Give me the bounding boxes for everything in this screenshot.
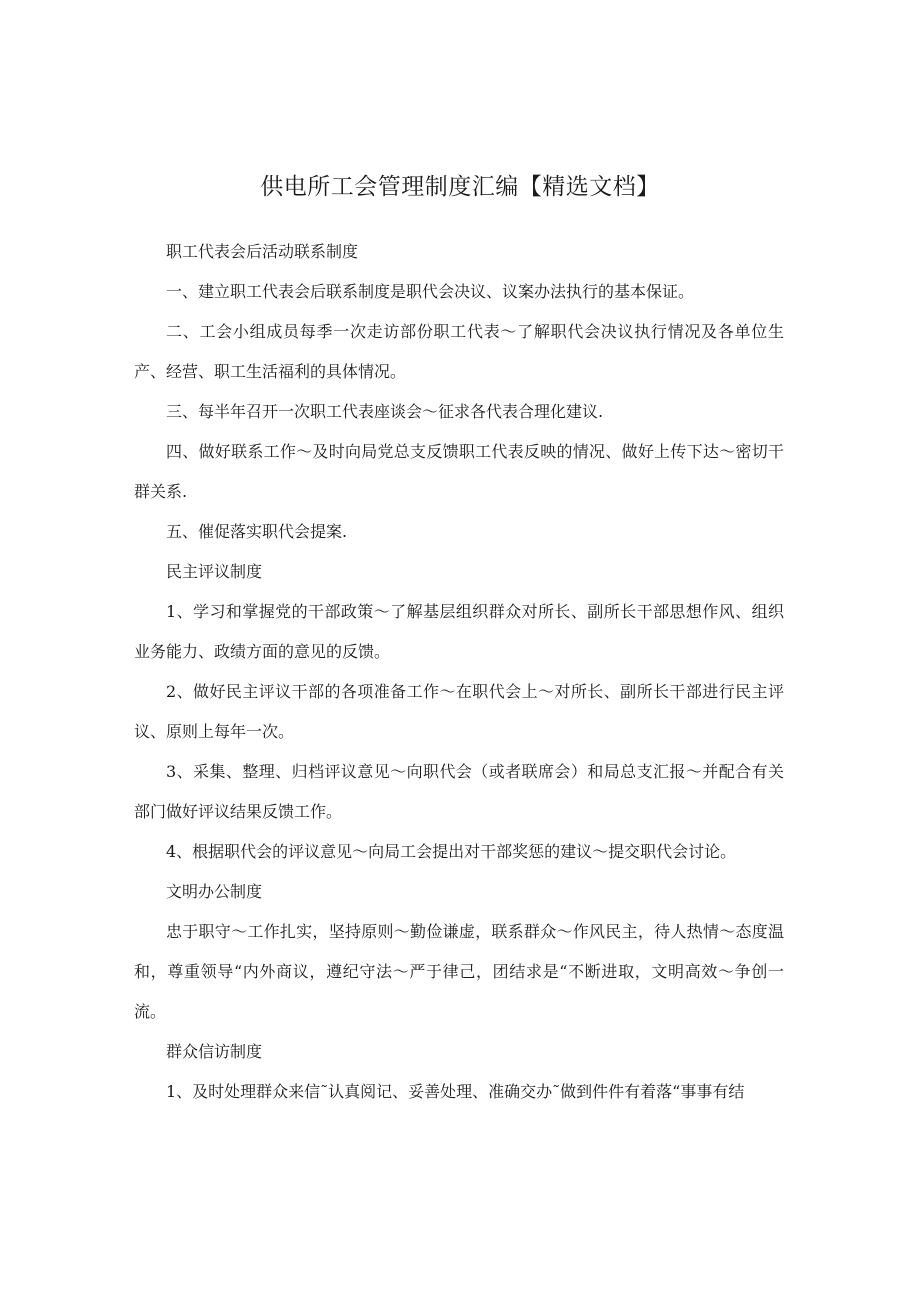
paragraph: 1、学习和掌握党的干部政策～了解基层组织群众对所长、副所长干部思想作风、组织业务能力、政绩方面的意见的反馈。	[134, 602, 784, 661]
paragraph: 二、工会小组成员每季一次走访部份职工代表～了解职代会决议执行情况及各单位生产、经营、职工生活福利的具体情况。	[134, 322, 784, 381]
document-body	[134, 232, 784, 1112]
section-heading: 职工代表会后活动联系制度	[166, 242, 359, 261]
section-heading: 群众信访制度	[166, 1042, 263, 1061]
paragraph: 1、及时处理群众来信˜认真阅记、妥善处理、准确交办˜做到件件有着落“事事有结	[166, 1082, 745, 1101]
paragraph: 4、根据职代会的评议意见～向局工会提出对干部奖惩的建议～提交职代会讨论。	[166, 842, 737, 861]
paragraph: 忠于职守～工作扎实，坚持原则～勤俭谦虚，联系群众～作风民主，待人热情～态度温和，尊重领导“内外商议，遵纪守法～严于律己，团结求是“不断进取，文明高效～争创一流。	[134, 922, 784, 1021]
paragraph: 2、做好民主评议干部的各项准备工作～在职代会上～对所长、副所长干部进行民主评议、原则上每年一次。	[134, 682, 784, 741]
paragraph: 四、做好联系工作～及时向局党总支反馈职工代表反映的情况、做好上传下达～密切干群关系.	[134, 442, 784, 501]
paragraph: 3、采集、整理、归档评议意见～向职代会（或者联席会）和局总支汇报～并配合有关部门做好评议结果反馈工作。	[134, 762, 784, 821]
paragraph: 一、建立职工代表会后联系制度是职代会决议、议案办法执行的基本保证。	[166, 282, 695, 301]
paragraph: 三、每半年召开一次职工代表座谈会～征求各代表合理化建议.	[166, 402, 604, 421]
section-heading: 文明办公制度	[166, 882, 263, 901]
section-heading: 民主评议制度	[166, 562, 263, 581]
document-title: 供电所工会管理制度汇编【精选文档】	[260, 174, 660, 200]
paragraph: 五、催促落实职代会提案.	[166, 522, 348, 541]
